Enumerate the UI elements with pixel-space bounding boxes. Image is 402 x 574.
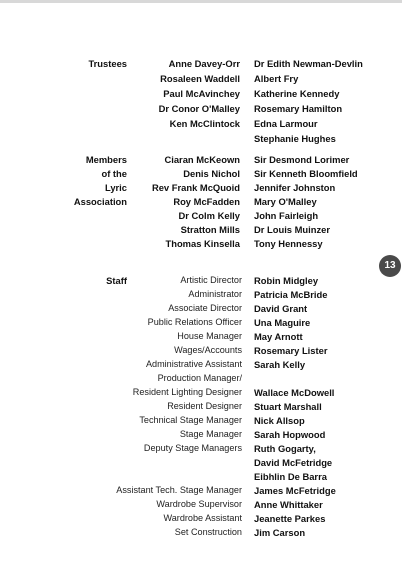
staff-role: Administrative Assistant xyxy=(145,359,242,369)
member-name: Stratton Mills xyxy=(180,224,240,235)
staff-name: Jim Carson xyxy=(254,527,306,538)
staff-role: Artistic Director xyxy=(180,275,242,285)
member-name: Ciaran McKeown xyxy=(164,154,240,165)
trustee-name: Rosemary Hamilton xyxy=(254,103,343,114)
staff-heading: Staff xyxy=(106,275,127,286)
member-name: Dr Colm Kelly xyxy=(178,210,240,221)
member-name: Thomas Kinsella xyxy=(165,238,240,249)
staff-name: Patricia McBride xyxy=(254,289,328,300)
staff-role: Production Manager/ xyxy=(157,373,242,383)
trustee-name: Katherine Kennedy xyxy=(254,88,340,99)
trustee-name: Rosaleen Waddell xyxy=(160,73,240,84)
trustee-name: Paul McAvinchey xyxy=(163,88,240,99)
staff-role: Associate Director xyxy=(168,303,242,313)
staff-role: Deputy Stage Managers xyxy=(143,443,242,453)
staff-name: Sarah Hopwood xyxy=(254,429,326,440)
trustee-name: Edna Larmour xyxy=(254,118,318,129)
trustee-name: Dr Conor O'Malley xyxy=(158,103,240,114)
page-number-badge: 13 xyxy=(379,255,401,277)
trustee-name: Stephanie Hughes xyxy=(254,133,336,144)
staff-role: Resident Designer xyxy=(167,401,242,411)
member-name: Denis Nichol xyxy=(183,168,240,179)
staff-name: Rosemary Lister xyxy=(254,345,328,356)
trustee-name: Albert Fry xyxy=(254,73,299,84)
staff-name: James McFetridge xyxy=(254,485,336,496)
member-name: Tony Hennessy xyxy=(254,238,323,249)
member-name: John Fairleigh xyxy=(254,210,319,221)
member-name: Sir Kenneth Bloomfield xyxy=(254,168,358,179)
staff-role: Set Construction xyxy=(174,527,242,537)
staff-name: Nick Allsop xyxy=(254,415,305,426)
staff-role: House Manager xyxy=(177,331,242,341)
staff-name: Stuart Marshall xyxy=(254,401,322,412)
staff-role: Assistant Tech. Stage Manager xyxy=(116,485,242,495)
staff-role: Wages/Accounts xyxy=(174,345,242,355)
members-heading-line: Association xyxy=(73,196,127,207)
members-heading-line: of the xyxy=(101,168,127,179)
staff-name: Anne Whittaker xyxy=(254,499,323,510)
members-heading-line: Members xyxy=(85,154,127,165)
staff-name: May Arnott xyxy=(254,331,303,342)
members-heading-line: Lyric xyxy=(104,182,127,193)
member-name: Dr Louis Muinzer xyxy=(254,224,331,235)
staff-name: Jeanette Parkes xyxy=(254,513,326,524)
member-name: Roy McFadden xyxy=(173,196,240,207)
staff-role: Public Relations Officer xyxy=(147,317,242,327)
member-name: Rev Frank McQuoid xyxy=(151,182,240,193)
member-name: Sir Desmond Lorimer xyxy=(254,154,350,165)
trustees-heading: Trustees xyxy=(88,58,127,69)
staff-role: Stage Manager xyxy=(179,429,242,439)
staff-name: David Grant xyxy=(254,303,308,314)
staff-name: Eibhlin De Barra xyxy=(254,471,327,482)
member-name: Jennifer Johnston xyxy=(254,182,336,193)
staff-name: Ruth Gogarty, xyxy=(254,443,316,454)
staff-name: David McFetridge xyxy=(254,457,333,468)
staff-name: Una Maguire xyxy=(254,317,311,328)
staff-role: Technical Stage Manager xyxy=(139,415,242,425)
staff-name: Sarah Kelly xyxy=(254,359,306,370)
staff-role: Resident Lighting Designer xyxy=(132,387,242,397)
staff-name: Wallace McDowell xyxy=(254,387,335,398)
staff-name: Robin Midgley xyxy=(254,275,319,286)
staff-role: Wardrobe Assistant xyxy=(163,513,242,523)
trustee-name: Anne Davey-Orr xyxy=(168,58,240,69)
member-name: Mary O'Malley xyxy=(254,196,317,207)
trustee-name: Ken McClintock xyxy=(169,118,240,129)
staff-role: Administrator xyxy=(188,289,242,299)
staff-role: Wardrobe Supervisor xyxy=(156,499,242,509)
trustee-name: Dr Edith Newman-Devlin xyxy=(254,58,363,69)
